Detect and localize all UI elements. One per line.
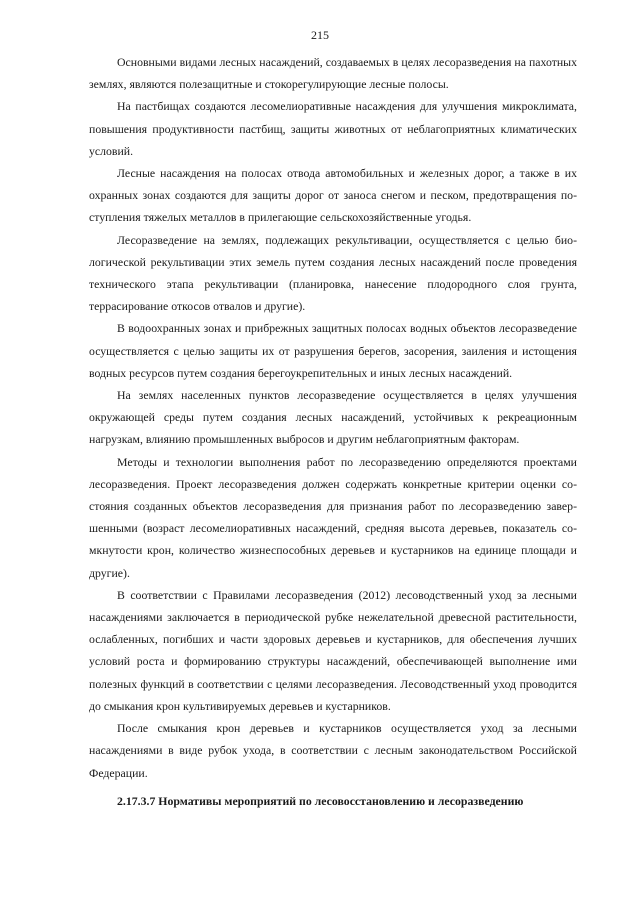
paragraph-6: На землях населенных пунктов лесоразведение осуществляется в целях улучшения окружающей среды путем создания лесных насаждений, устойчивых к рекреационным нагрузкам, влиянию промышленных выбросов и другим неблагоприятным факторам. bbox=[89, 388, 577, 447]
body-text bbox=[89, 51, 577, 812]
paragraph-3: Лесные насаждения на полосах отвода автомобильных и железных дорог, а также в их охранных зонах создаются для защиты дорог от заноса снегом и песком, предотвращения поступления тяжелых металлов в прилегающие сельскохозяйственные угодья. bbox=[89, 166, 577, 225]
paragraph-9: После смыкания крон деревьев и кустарников осуществляется уход за лесными насаждениями в виде рубок ухода, в соответствии с лесным законодательством Российской Федерации. bbox=[89, 721, 577, 780]
paragraph-4: Лесоразведение на землях, подлежащих рекультивации, осуществляется с целью биологической рекультивации этих земель путем создания лесных насаждений после проведения технического этапа рекультивации (планировка, нанесение плодородного слоя грунта, террасирование откосов отвалов и другие). bbox=[89, 232, 577, 314]
section-heading: 2.17.3.7 Нормативы мероприятий по лесовосстановлению и лесоразведению bbox=[117, 793, 524, 808]
paragraph-8: В соответствии с Правилами лесоразведения (2012) лесоводственный уход за лесными насаждениями заключается в периодической рубке нежелательной древесной растительности, ослабленных, погибших и части здоровых деревьев и кустарников, для обеспечения лучших условий роста и формированию структуры насаждений, обеспечивающей выполнение ими полезных функций в соответствии с целями лесоразведения. Лесоводственный уход проводится до смыкания крон культивируемых деревьев и кустарников. bbox=[89, 587, 577, 713]
paragraph-1: Основными видами лесных насаждений, создаваемых в целях лесоразведения на пахотных землях, являются полезащитные и стокорегулирующие лесные полосы. bbox=[89, 55, 577, 92]
paragraph-2: На пастбищах создаются лесомелиоративные насаждения для улучшения микроклимата, повышения продуктивности пастбищ, защиты животных от неблагоприятных климатических условий. bbox=[89, 99, 577, 158]
paragraph-7: Методы и технологии выполнения работ по лесоразведению определяются проектами лесоразведения. Проект лесоразведения должен содержать конкретные критерии оценки состояния созданных объектов лесоразведения для признания работ по лесоразведению завершенными (возраст лесомелиоративных насаждений, средняя высота деревьев, показатель сомкнутости крон, количество жизнеспособных деревьев и кустарников на единице площади и другие). bbox=[89, 454, 577, 580]
page-number: 215 bbox=[311, 28, 329, 42]
paragraph-5: В водоохранных зонах и прибрежных защитных полосах водных объектов лесоразведение осуществляется с целью защиты их от разрушения берегов, засорения, заиления и истощения водных ресурсов путем создания берегоукрепительных и иных лесных насаждений. bbox=[89, 321, 577, 380]
